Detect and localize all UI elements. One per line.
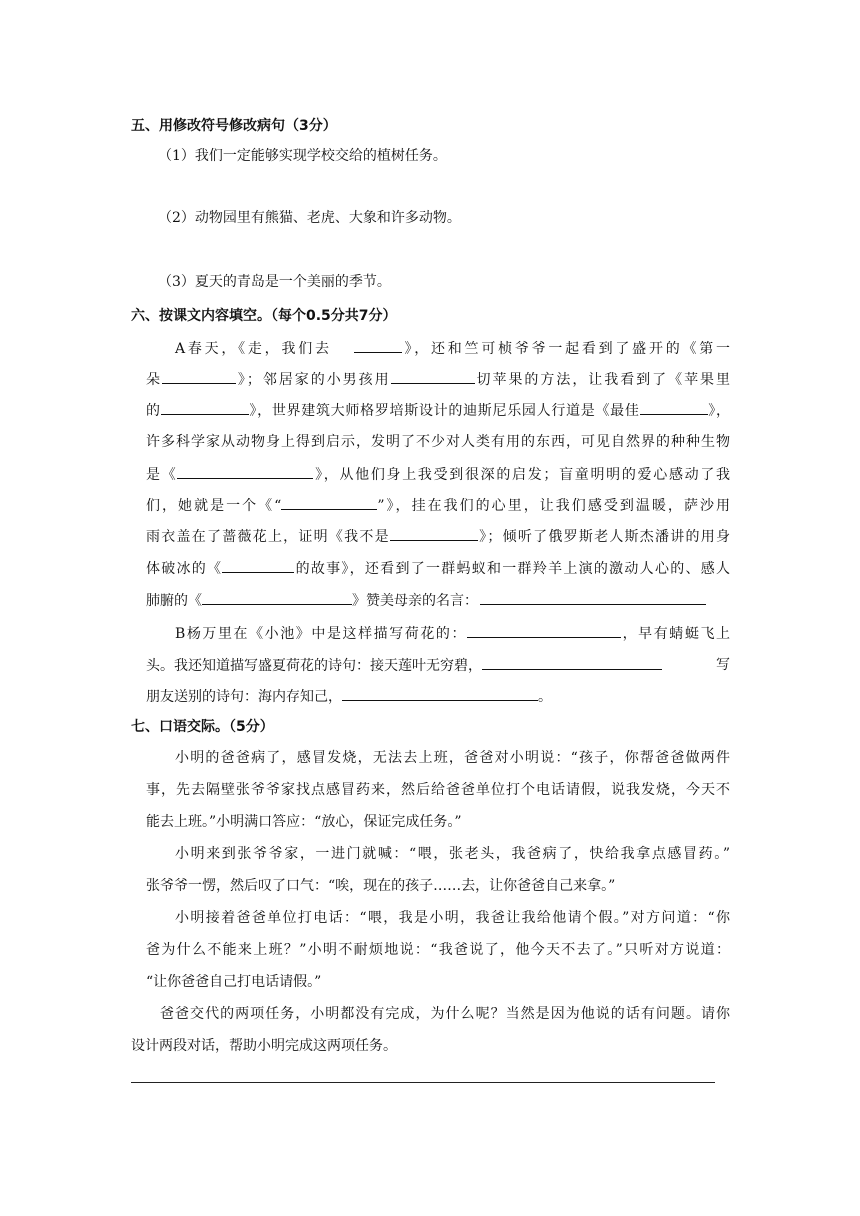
text: 。 xyxy=(538,689,552,705)
para-1-line-3: 能去上班。”小明满口答应：“放心，保证完成任务。” xyxy=(146,814,462,830)
blank-10[interactable] xyxy=(202,590,352,605)
text: 》，世界建筑大师格罗培斯设计的迪斯尼乐园人行道是《最佳 xyxy=(248,403,640,419)
section-5-title: 五、用修改符号修改病句（3分） xyxy=(131,118,337,134)
fill-line-2 xyxy=(146,369,730,390)
blank-5[interactable] xyxy=(640,400,708,415)
fill-line-5 xyxy=(146,464,730,485)
blank-8[interactable] xyxy=(390,526,478,541)
fill-line-7 xyxy=(146,526,730,547)
blank-6[interactable] xyxy=(177,464,313,479)
blank-12[interactable] xyxy=(467,623,621,638)
text: 是《 xyxy=(146,467,178,483)
text: 切苹果的方法，让我看到了《苹果里 xyxy=(474,372,731,388)
section-6-title: 六、按课文内容填空。（每个0.5分共7分） xyxy=(131,308,397,324)
text: 》， xyxy=(707,403,731,419)
sentence-2: （2）动物园里有熊猫、老虎、大象和许多动物。 xyxy=(158,210,461,226)
sentence-1: （1）我们一定能够实现学校交给的植树任务。 xyxy=(158,148,447,164)
para-1-line-1: 小明的爸爸病了，感冒发烧，无法去上班，爸爸对小明说：“孩子，你帮爸爸做两件 xyxy=(175,750,730,766)
fill-line-1 xyxy=(175,338,730,359)
text: ，早有蜻蜓飞上 xyxy=(621,626,731,642)
text: 》，从他们身上我受到很深的启发；盲童明明的爱心感动了我 xyxy=(313,467,731,483)
para-3-line-2: 爸为什么不能来上班？”小明不耐烦地说：“我爸说了，他今天不去了。”只听对方说道： xyxy=(146,942,730,958)
blank-3[interactable] xyxy=(391,369,475,384)
para-4-line-1: 爸爸交代的两项任务，小明都没有完成，为什么呢？当然是因为他说的话有问题。请你 xyxy=(160,1006,730,1022)
text: 的 xyxy=(146,403,161,419)
text: B杨万里在《小池》中是这样描写荷花的： xyxy=(175,626,468,642)
blank-11[interactable] xyxy=(480,590,706,605)
sentence-3: （3）夏天的青岛是一个美丽的季节。 xyxy=(158,274,391,290)
para-3-line-1: 小明接着爸爸单位打电话：“喂，我是小明，我爸让我给他请个假。”对方问道：“你 xyxy=(175,910,730,926)
fill-line-b1 xyxy=(175,623,730,644)
blank-2[interactable] xyxy=(162,369,236,384)
para-4-line-2: 设计两段对话，帮助小明完成这两项任务。 xyxy=(131,1038,397,1054)
section-7-title: 七、口语交际。（5分） xyxy=(131,719,274,735)
text: 朋友送别的诗句：海内存知己， xyxy=(146,689,342,705)
blank-9[interactable] xyxy=(222,558,294,573)
fill-line-6 xyxy=(146,495,730,516)
para-1-line-2: 事，先去隔壁张爷爷家找点感冒药来，然后给爸爸单位打个电话请假，说我发烧，今天不 xyxy=(146,782,730,798)
blank-13[interactable] xyxy=(482,655,662,670)
text: 们，她就是一个《“ xyxy=(146,498,282,514)
text: 雨衣盖在了蔷薇花上，证明《我不是 xyxy=(146,529,390,545)
blank-14[interactable] xyxy=(342,686,538,701)
blank-1[interactable] xyxy=(354,338,402,353)
answer-line[interactable] xyxy=(131,1082,715,1083)
text: 的故事》，还看到了一群蚂蚁和一群羚羊上演的激动人心的、感人 xyxy=(294,561,731,577)
text: 》；倾听了俄罗斯老人斯杰潘讲的用身 xyxy=(477,529,731,545)
fill-line-9 xyxy=(146,590,706,611)
text: 朵 xyxy=(146,372,162,388)
para-3-line-3: “让你爸爸自己打电话请假。” xyxy=(146,974,322,990)
blank-7[interactable] xyxy=(281,495,377,510)
fill-line-3 xyxy=(146,400,730,421)
fill-line-b3 xyxy=(146,686,552,707)
text: 体破冰的《 xyxy=(146,561,223,577)
para-2-line-1: 小明来到张爷爷家，一进门就喊：“喂，张老头，我爸病了，快给我拿点感冒药。” xyxy=(175,846,730,862)
para-2-line-2: 张爷爷一愣，然后叹了口气：“唉，现在的孩子……去，让你爸爸自己来拿。” xyxy=(146,878,616,894)
blank-4[interactable] xyxy=(161,400,249,415)
text: A春天，《走，我们去 xyxy=(175,341,332,357)
text: 肺腑的《 xyxy=(146,593,202,609)
text: 写 xyxy=(716,657,730,673)
fill-line-8 xyxy=(146,558,730,579)
text: ”》，挂在我们的心里，让我们感受到温暖，萨沙用 xyxy=(377,498,730,514)
text: 》，还和竺可桢爷爷一起看到了盛开的《第一 xyxy=(401,341,730,357)
text: 》赞美母亲的名言： xyxy=(352,593,478,609)
fill-line-4: 许多科学家从动物身上得到启示，发明了不少对人类有用的东西，可见自然界的种种生物 xyxy=(146,434,730,450)
text: 头。我还知道描写盛夏荷花的诗句：接天莲叶无穷碧， xyxy=(146,658,482,674)
fill-line-b2 xyxy=(146,655,730,676)
text: 》；邻居家的小男孩用 xyxy=(235,372,391,388)
